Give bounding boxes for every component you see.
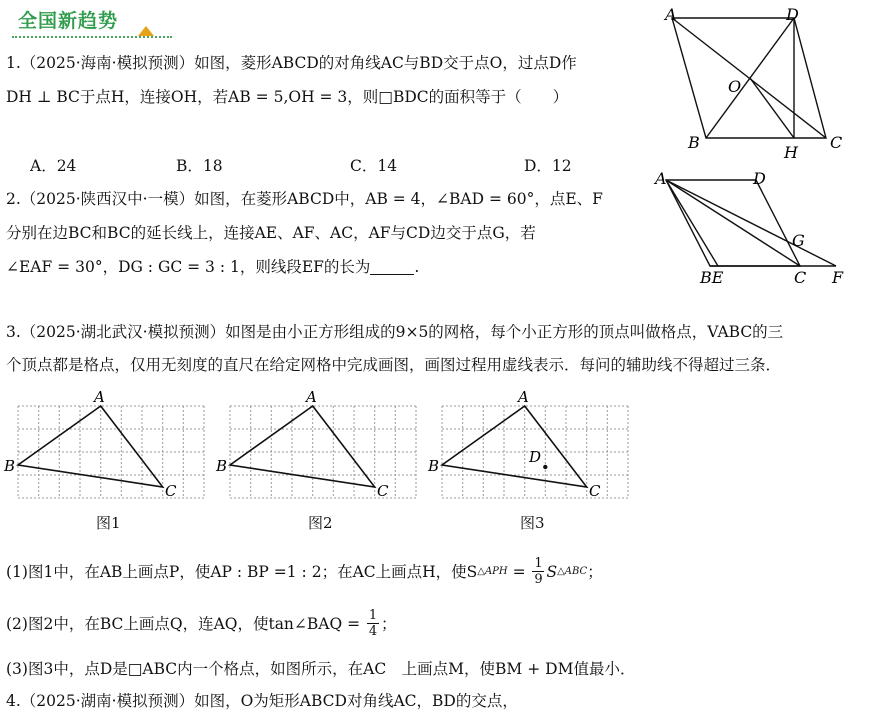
q3-sub1-eq: =: [507, 562, 531, 581]
q3-fig1-caption: 图1: [96, 514, 121, 532]
q1-label-h: H: [784, 143, 798, 162]
q3-fig3-label-c: C: [589, 482, 601, 500]
logo-mountain-icon: [138, 26, 154, 36]
q3-fig3-label-b: B: [428, 457, 440, 475]
q1-label-c: C: [830, 133, 843, 152]
q2-line2: 分别在边BC和BC的延长线上，连接AE、AF、AC，AF与CD边交于点G，若: [6, 224, 536, 242]
q3-sub2-numerator: 1: [368, 608, 378, 623]
q1-option-b: B．18: [176, 157, 223, 175]
q3-sub1-text: (1)图1中，在AB上画点P，使AP : BP =1 : 2；在AC上画点H，使S: [6, 562, 478, 581]
q3-fig2-label-a: A: [306, 388, 317, 406]
q3-sub2-end: ；: [381, 614, 397, 633]
q3-fig2-caption: 图2: [308, 514, 333, 532]
q1-option-d: D．12: [524, 157, 572, 175]
q1-line1: 1.（2025·海南·模拟预测）如图，菱形ABCD的对角线AC与BD交于点O，过点D作: [6, 54, 577, 72]
q3-grid-figure-2: [212, 388, 427, 506]
q2-label-f: F: [832, 268, 844, 287]
q1-label-d: D: [786, 5, 799, 24]
q3-sub1-numerator: 1: [534, 556, 543, 571]
q1-option-a: A．24: [30, 157, 77, 175]
q1-label-b: B: [688, 133, 700, 152]
q2-rhombus-figure: [646, 166, 856, 290]
q2-line1: 2.（2025·陕西汉中·一模）如图，在菱形ABCD中，AB = 4，∠BAD = 60°，点E、F: [6, 190, 603, 208]
q3-sub2: [6, 608, 397, 639]
q1-rhombus-figure: [656, 4, 856, 164]
q3-fig3-label-d: D: [529, 448, 542, 466]
q3-fig1-label-a: A: [94, 388, 105, 406]
q3-sub3: (3)图3中，点D是□ABC内一个格点，如图所示，在AC 上画点M，使BM + DM值最小．: [6, 660, 636, 678]
q3-sub1-subscript-abc: △ABC: [557, 565, 588, 577]
q3-line1: 3.（2025·湖北武汉·模拟预测）如图是由小正方形组成的9×5的网格，每个小正方形的顶点叫做格点，VABC的三: [6, 323, 784, 341]
q3-fig2-label-c: C: [377, 482, 389, 500]
q3-fig1-label-c: C: [165, 482, 177, 500]
q3-fig3-label-a: A: [518, 388, 529, 406]
q2-line3-text: ∠EAF = 30°，DG : GC = 3 : 1，则线段EF的长为: [6, 258, 371, 276]
q3-sub2-fraction: [367, 608, 379, 639]
q2-label-c: C: [794, 268, 807, 287]
q1-label-a: A: [665, 5, 677, 24]
q3-sub1-subscript-aph: △APH: [477, 565, 508, 577]
q3-sub1-s: S: [546, 562, 558, 581]
q2-line3: [6, 256, 419, 278]
q3-sub1-end: ；: [587, 562, 603, 581]
q3-fig2-label-b: B: [216, 457, 228, 475]
logo-underline: [12, 36, 172, 38]
q3-sub2-text: (2)图2中，在BC上画点Q，连AQ，使tan∠BAQ =: [6, 614, 366, 633]
q3-grid-figure-3: [424, 388, 639, 506]
q3-sub1: [6, 556, 603, 587]
q2-line3-end: .: [414, 258, 420, 276]
q2-label-g: G: [792, 231, 805, 250]
q3-sub1-denominator: 9: [534, 572, 543, 587]
q1-option-c: C．14: [350, 157, 398, 175]
q3-line2: 个顶点都是格点，仅用无刻度的直尺在给定网格中完成画图，画图过程用虚线表示．每问的辅助线不得超过三条．: [6, 356, 782, 374]
q3-fig3-caption: 图3: [520, 514, 545, 532]
q2-answer-blank: [370, 258, 414, 275]
q3-sub2-denominator: 4: [368, 624, 378, 639]
q3-fig1-label-b: B: [4, 457, 16, 475]
q3-sub1-fraction: [532, 556, 544, 587]
q3-fig3-point-d: [543, 465, 547, 469]
logo-text: 全国新趋势: [18, 10, 119, 32]
q2-label-a: A: [655, 169, 667, 188]
q2-label-be: BE: [700, 268, 724, 287]
q3-grid-figure-1: [0, 388, 215, 506]
q2-label-d: D: [753, 169, 766, 188]
q1-label-o: O: [728, 77, 742, 96]
q4-line1: 4.（2025·湖南·模拟预测）如图，O为矩形ABCD对角线AC，BD的交点，: [6, 692, 518, 710]
q1-line2: DH ⊥ BC于点H，连接OH，若AB = 5,OH = 3，则□BDC的面积等于（ ）: [6, 88, 569, 106]
